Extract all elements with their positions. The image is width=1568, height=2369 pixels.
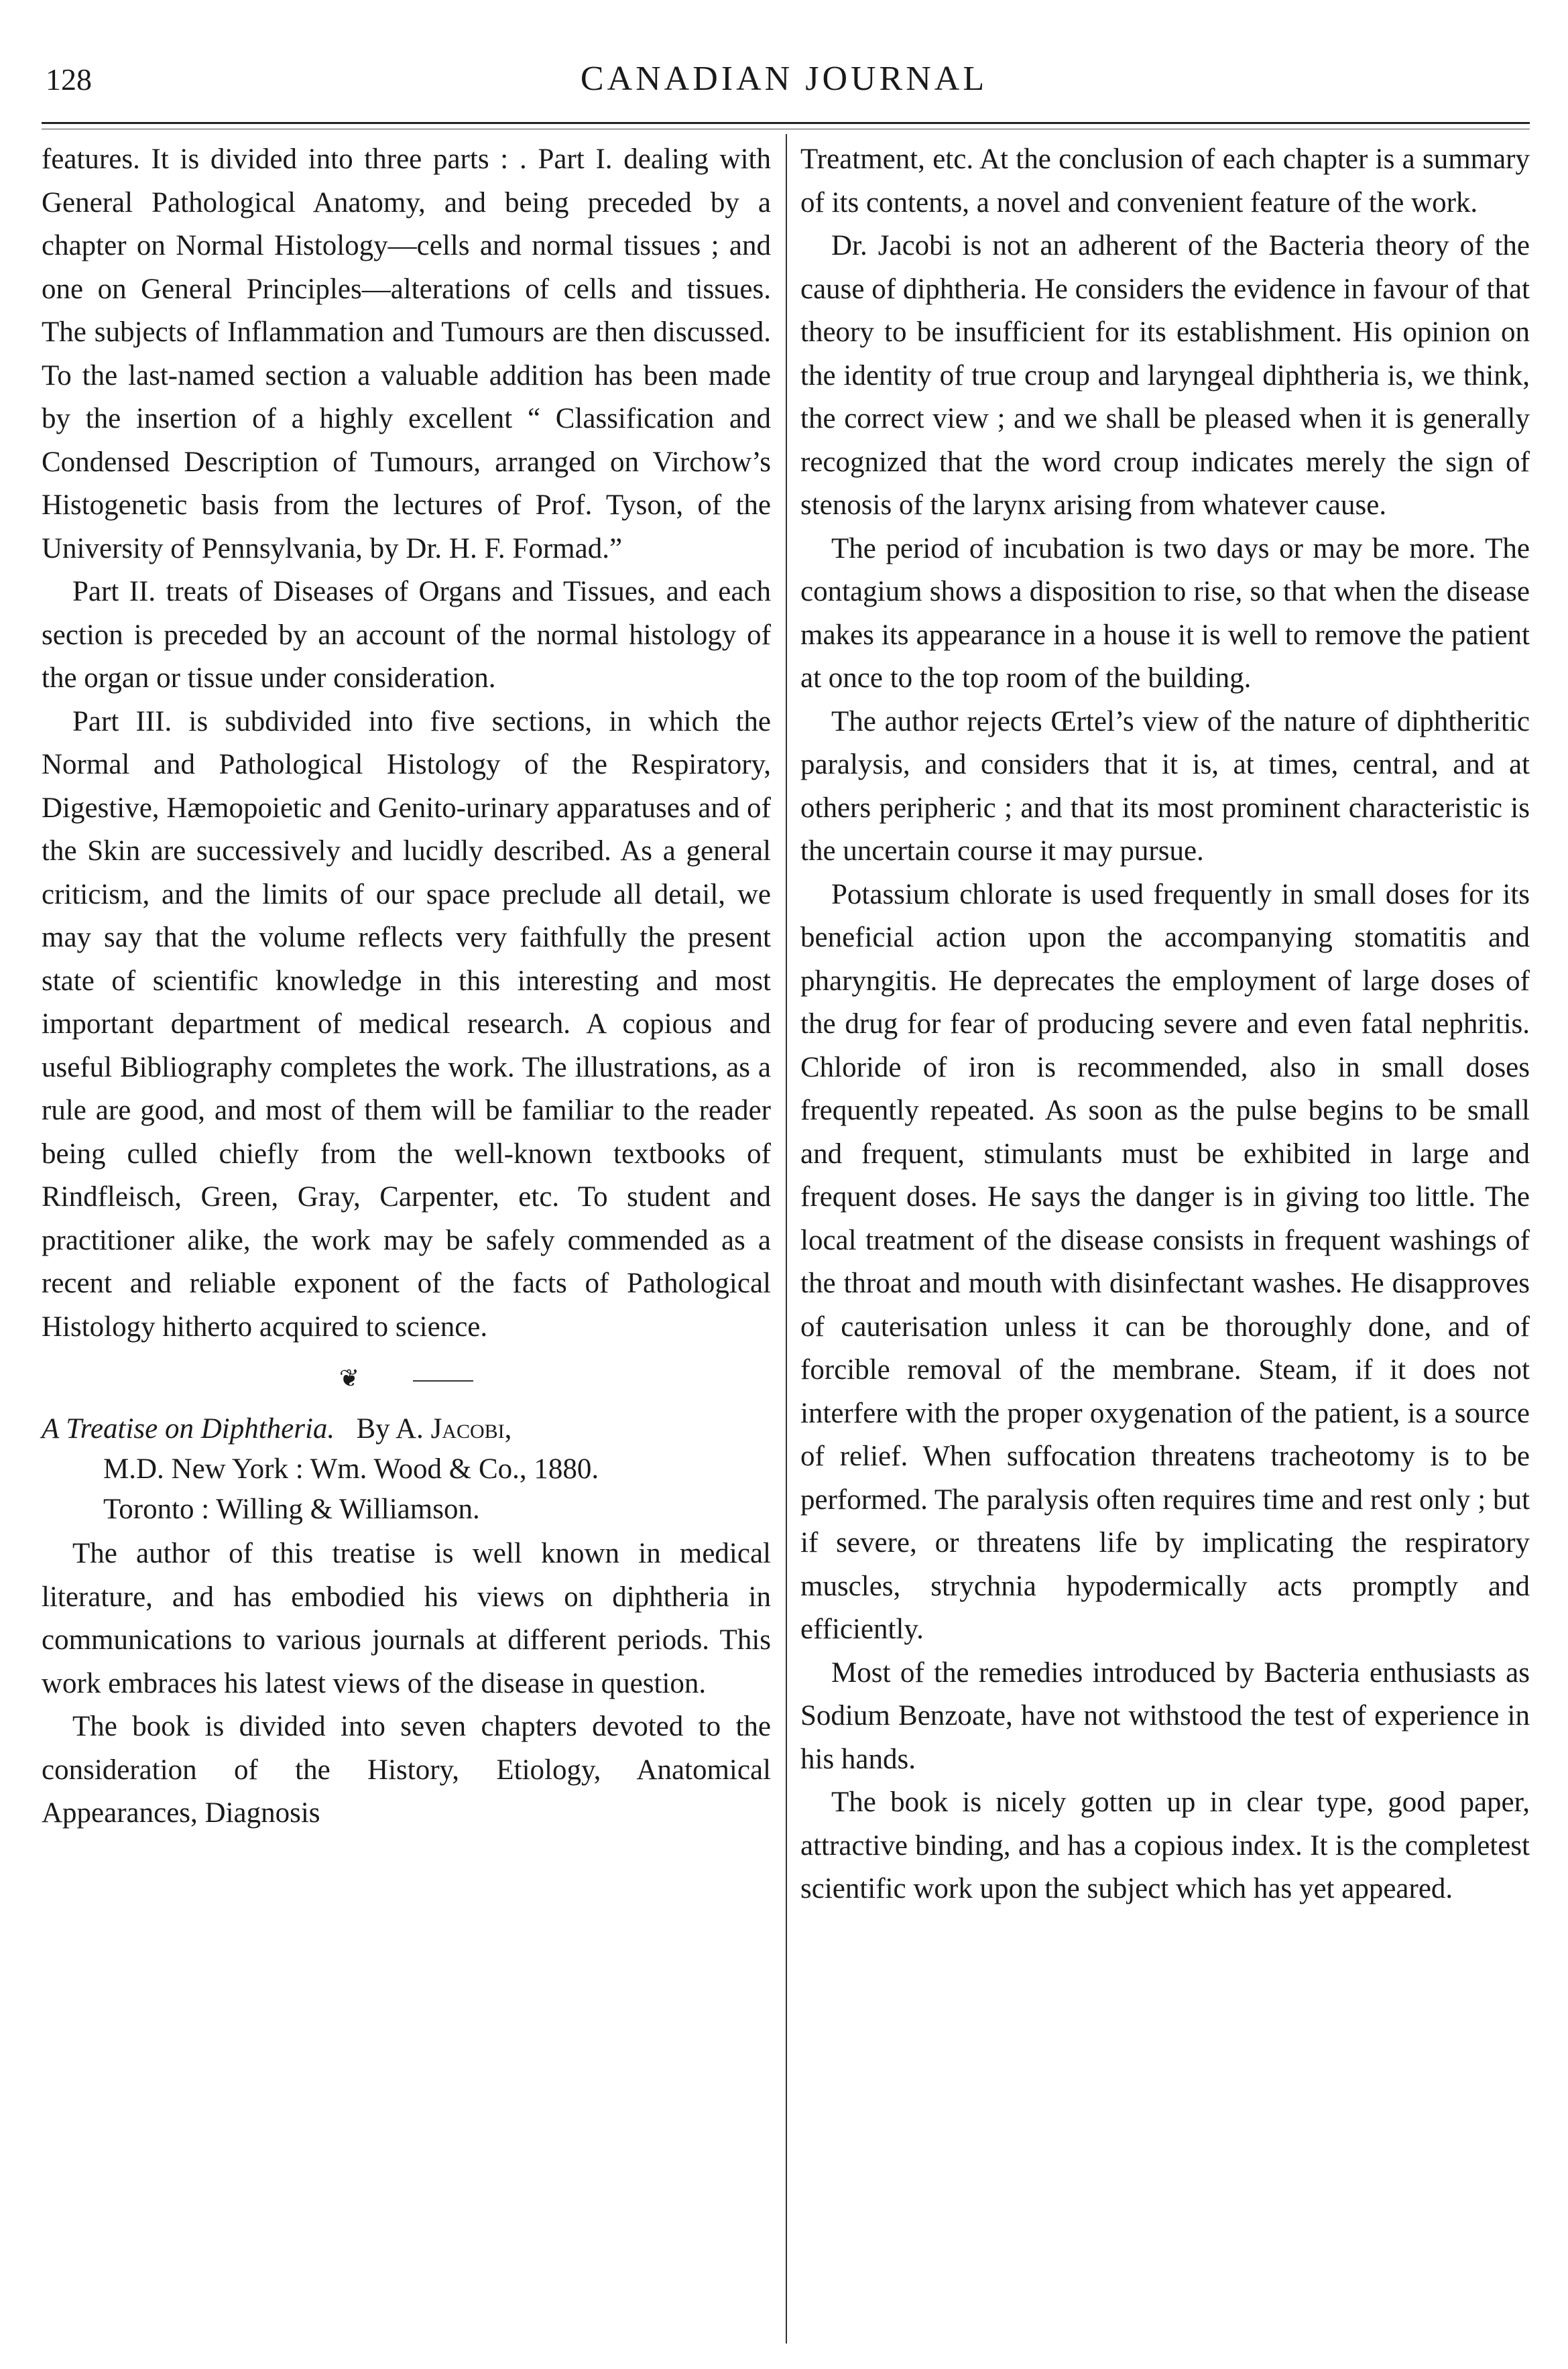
author-name: Jacobi, [430, 1413, 512, 1445]
right-paragraph: Most of the remedies introduced by Bacteria enthusiasts as Sodium Benzoate, have not withstood the test of experience in his hands. [800, 1656, 1530, 1775]
author-prefix: By A. [356, 1413, 424, 1445]
separator-rule [413, 1380, 473, 1382]
right-paragraph: The period of incubation is two days or may be more. The contagium shows a disposition to rise, so that when the disease makes its appearance in a house it is well to remove the patient at once to the top room of the building. [800, 532, 1530, 694]
left-paragraph: features. It is divided into three parts : . Part I. dealing with General Pathological Anatomy, and being preceded by a chapter on Normal Histology—cells and normal tissues ; and one on General Principles—alterations of cells and tissues. The subjects of Inflammation and Tumours are then discussed. To the last-named section a valuable addition has been made by the insertion of a highly excellent “ Classification and Condensed Description of Tumours, arranged on Virchow’s Histogenetic basis from the lectures of Prof. Tyson, of the University of Pennsylvania, by Dr. H. F. Formad.” [42, 143, 771, 564]
left-paragraph: Part III. is subdivided into five sections, in which the Normal and Pathological Histology of the Respiratory, Digestive, Hæmopoietic and Genito-urinary apparatuses and of the Skin are successively and lucidly described. As a general criticism, and the limits of our space preclude all detail, we may say that the volume reflects very faithfully the present state of scientific knowledge in this interesting and most important department of medical research. A copious and useful Bibliography completes the work. The illustrations, as a rule are good, and most of them will be familiar to the reader being culled chiefly from the well-known textbooks of Rindfleisch, Green, Gray, Carpenter, etc. To student and practitioner alike, the work may be safely commended as a recent and reliable exponent of the facts of Pathological Histology hitherto acquired to science. [42, 705, 771, 1343]
right-paragraph: The author rejects Œrtel’s view of the nature of diphtheritic paralysis, and considers that it is, at times, central, and at others peripheric ; and that its most prominent characteristic is the uncertain course it may pursue. [800, 705, 1530, 867]
right-paragraph: Potassium chlorate is used frequently in small doses for its beneficial action upon the accompanying stomatitis and pharyngitis. He deprecates the employment of large doses of the drug for fear of producing severe and even fatal nephritis. Chloride of iron is recommended, also in small doses frequently repeated. As soon as the pulse begins to be small and frequent, stimulants must be exhibited in large and frequent doses. He says the danger is in giving too little. The local treatment of the disease consists in frequent washings of the throat and mouth with disinfectant washes. He disapproves of cauterisation unless it can be thoroughly done, and of forcible removal of the membrane. Steam, if it does not interfere with the proper oxygenation of the patient, is a source of relief. When suffocation threatens tracheotomy is to be performed. The paralysis often requires time and rest only ; but if severe, or threatens life by implicating the respiratory muscles, strychnia hypodermically acts promptly and efficiently. [800, 878, 1530, 1645]
left-paragraph: Part II. treats of Diseases of Organs and Tissues, and each section is preceded by an account of the normal histology of the organ or tissue under consideration. [42, 576, 771, 694]
book-title: A Treatise on Diphtheria. [42, 1413, 335, 1445]
page-number: 128 [46, 62, 92, 97]
review-paragraph: The author of this treatise is well known in medical literature, and has embodied his views on diphtheria in communications to various journals at different periods. This work embraces his latest views of the disease in question. [42, 1538, 771, 1699]
left-column [42, 138, 771, 1835]
right-paragraph: Treatment, etc. At the conclusion of each chapter is a summary of its contents, a novel and convenient feature of the work. [800, 143, 1530, 219]
right-column [800, 138, 1530, 1911]
publisher-line: M.D. New York : Wm. Wood & Co., 1880. [103, 1453, 599, 1485]
review-paragraph: The book is divided into seven chapters devoted to the consideration of the History, Etiology, Anatomical Appearances, Diagnosis [42, 1711, 771, 1829]
right-paragraph: The book is nicely gotten up in clear type, good paper, attractive binding, and has a copious index. It is the completest scientific work upon the subject which has yet appeared. [800, 1786, 1530, 1904]
running-title: CANADIAN JOURNAL [580, 60, 988, 98]
column-divider [786, 134, 787, 2344]
right-paragraph: Dr. Jacobi is not an adherent of the Bacteria theory of the cause of diphtheria. He considers the evidence in favour of that theory to be insufficient for its establishment. His opinion on the identity of true croup and laryngeal diphtheria is, we think, the correct view ; and we shall be pleased when it is generally recognized that the word croup indicates merely the sign of stenosis of the larynx arising from whatever cause. [800, 230, 1530, 521]
agent-line: Toronto : Willing & Williamson. [103, 1494, 480, 1525]
section-separator [42, 1357, 771, 1400]
fleuron-mark: ❦ [339, 1365, 360, 1392]
review-heading [42, 1409, 771, 1530]
header-rule [42, 122, 1530, 124]
